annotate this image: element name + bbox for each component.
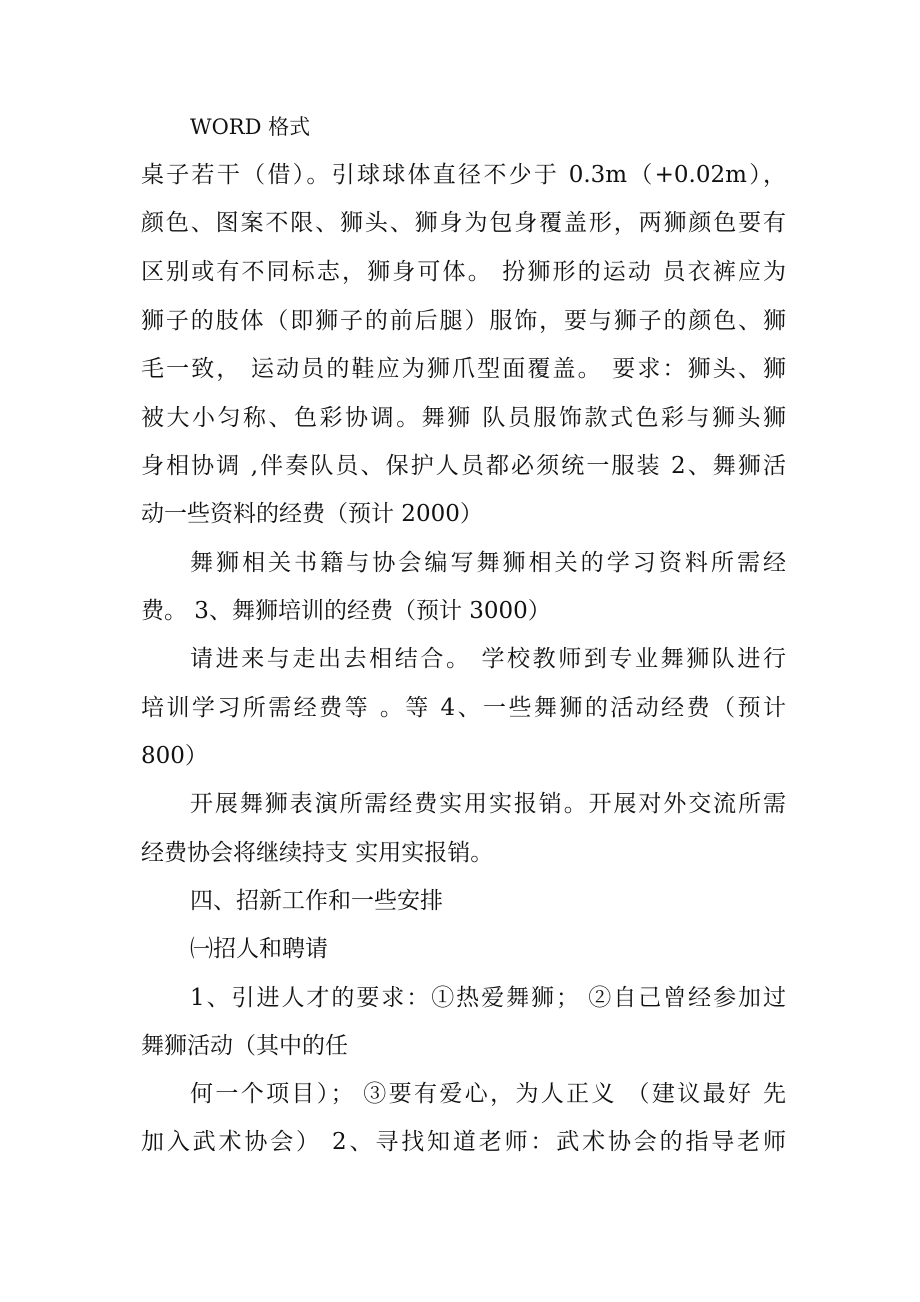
paragraph-line: 桌子若干（借）。引球球体直径不少于 0.3m（+0.02m）， — [141, 162, 786, 188]
paragraph-line: 毛一致， 运动员的鞋应为狮爪型面覆盖。 要求：狮头、狮 — [141, 356, 786, 382]
paragraph-line: 请进来与走出去相结合。 学校教师到专业舞狮队进行 — [190, 646, 786, 672]
paragraph-line: 加入武术协会） 2、寻找知道老师：武术协会的指导老师 — [141, 1129, 786, 1155]
paragraph-line: 800） — [141, 743, 208, 769]
paragraph-line: 开展舞狮表演所需经费实用实报销。开展对外交流所需 — [190, 791, 786, 817]
paragraph-line: 舞狮相关书籍与协会编写舞狮相关的学习资料所需经 — [190, 550, 786, 576]
paragraph-line: 狮子的肢体（即狮子的前后腿）服饰，要与狮子的颜色、狮 — [141, 308, 786, 334]
paragraph-line: 费。 3、舞狮培训的经费（预计 3000） — [141, 598, 551, 624]
section-heading: 四、招新工作和一些安排 — [190, 888, 443, 914]
paragraph-line: 颜色、图案不限、狮头、狮身为包身覆盖形，两狮颜色要有 — [141, 210, 786, 236]
paragraph-line: 何一个项目）； ③要有爱心，为人正义 （建议最好 先 — [190, 1081, 786, 1107]
paragraph-line: 培训学习所需经费等 。等 4、一些舞狮的活动经费（预计 — [141, 695, 786, 721]
paragraph-line: 区别或有不同标志，狮身可体。 扮狮形的运动 员衣裤应为 — [141, 259, 786, 285]
paragraph-line: 1、引进人才的要求：①热爱舞狮； ②自己曾经参加过 — [190, 985, 786, 1011]
paragraph-line: 舞狮活动（其中的任 — [141, 1033, 348, 1059]
paragraph-line: 经费协会将继续持支 实用实报销。 — [141, 840, 494, 866]
paragraph-line: 身相协调 ,伴奏队员、保护人员都必须统一服装 2、舞狮活 — [141, 453, 786, 479]
paragraph-line: 被大小匀称、色彩协调。舞狮 队员服饰款式色彩与狮头狮 — [141, 405, 786, 431]
paragraph-line: 动一些资料的经费（预计 2000） — [141, 501, 483, 527]
subsection-heading: ㈠招人和聘请 — [190, 936, 328, 962]
page-header: WORD 格式 — [190, 115, 311, 139]
